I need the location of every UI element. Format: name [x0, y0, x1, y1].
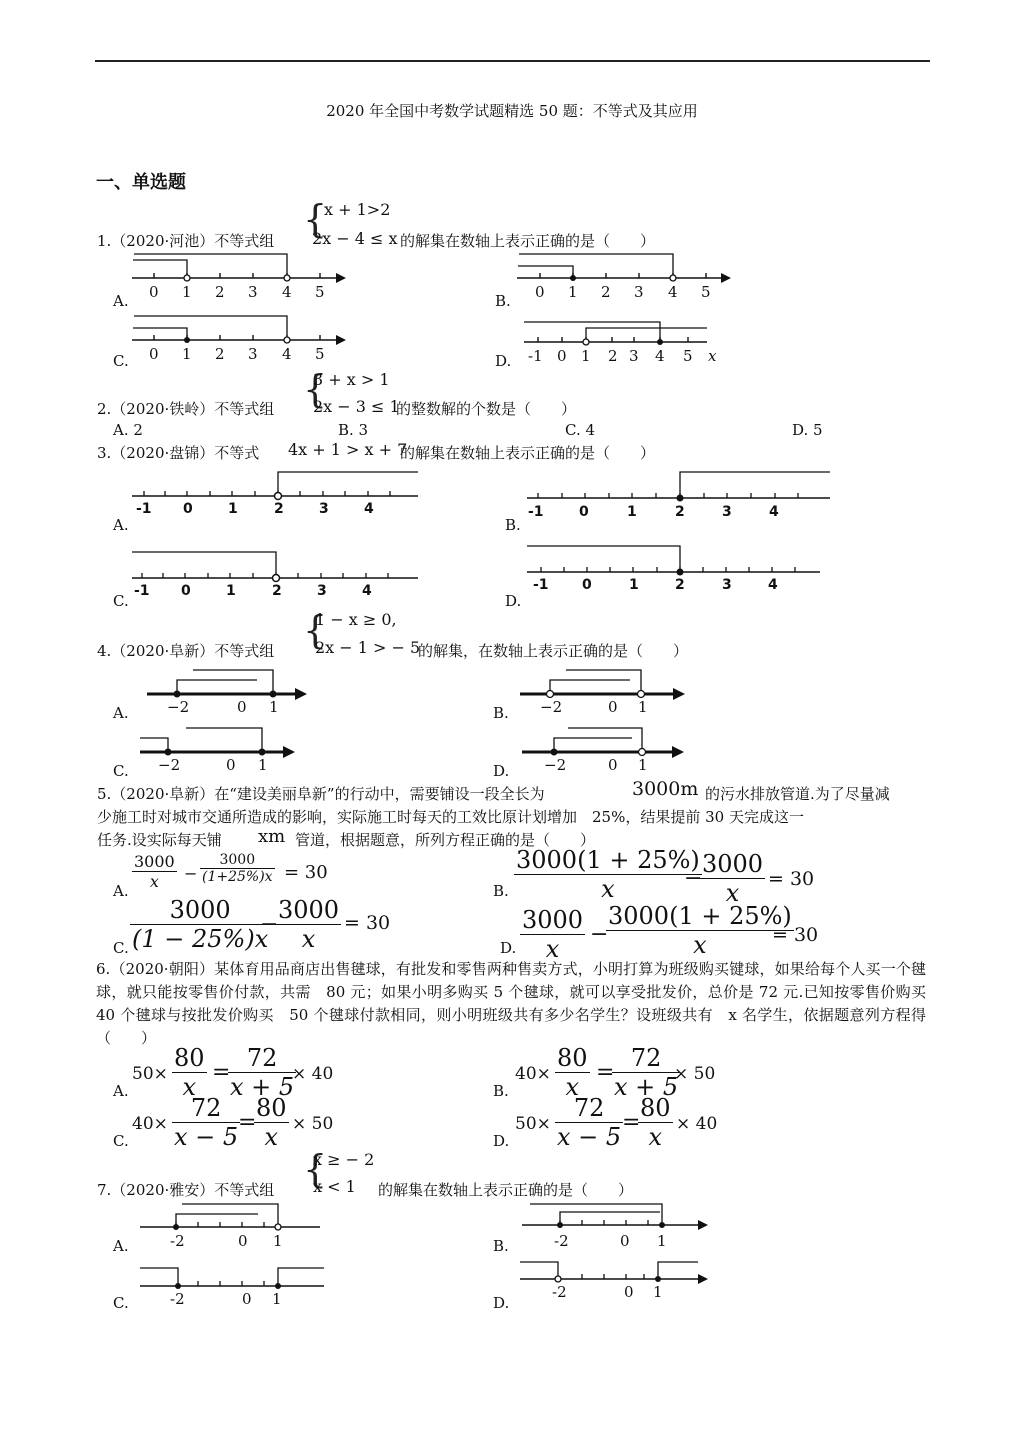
q5-variable: xm — [258, 826, 286, 847]
coefficient: 40× — [515, 1064, 551, 1084]
tick-label: 1 — [627, 504, 637, 520]
tick-label: -2 — [554, 1232, 569, 1250]
tick-label: 4 — [668, 283, 678, 301]
q7-system-line2: x < 1 — [313, 1177, 356, 1196]
tick-label: 2 — [215, 345, 225, 363]
tick-label: 1 — [258, 756, 268, 774]
q2-stem-suffix: 的整数解的个数是（ ） — [396, 400, 577, 418]
q1-option-b[interactable]: B. — [495, 292, 511, 310]
multiplier: × 40 — [676, 1114, 718, 1134]
q1-stem-prefix: 1.（2020·河池）不等式组 — [97, 232, 275, 250]
tick-label: 2 — [274, 501, 284, 517]
coefficient: 50× — [132, 1064, 168, 1084]
q1-stem-suffix: 的解集在数轴上表示正确的是（ ） — [400, 232, 656, 250]
equals-value: = 30 — [284, 862, 328, 883]
q1-numberline-a — [130, 252, 350, 302]
section-heading: 一、单选题 — [96, 172, 186, 193]
q4-stem-prefix: 4.（2020·阜新）不等式组 — [97, 642, 275, 660]
q2-option-b[interactable]: B. 3 — [338, 421, 369, 439]
q5-stem-line1b: 的污水排放管道.为了尽量减 — [705, 785, 890, 803]
fraction: $\frac{3000(1 + 25\%)}{x}$ — [516, 846, 700, 903]
fraction: $\frac{3000}{x}$ — [522, 906, 584, 963]
tick-label: 1 — [638, 698, 648, 716]
tick-label: 1 — [653, 1283, 663, 1301]
fraction: $\frac{3000(1 + 25\%)}{x}$ — [608, 902, 792, 959]
q7-stem-suffix: 的解集在数轴上表示正确的是（ ） — [378, 1181, 634, 1199]
tick-label: 0 — [237, 698, 247, 716]
tick-label: 0 — [608, 756, 618, 774]
fraction: $\frac{3000}{(1 - 25\%)x}$ — [132, 896, 269, 953]
q1-system-line2: 2x − 4 ≤ x — [312, 229, 398, 248]
tick-label: 3 — [634, 283, 644, 301]
q1-numberline-c — [130, 314, 350, 364]
tick-label: 0 — [620, 1232, 630, 1250]
q4-option-b[interactable]: B. — [493, 704, 509, 722]
tick-label: 5 — [701, 283, 711, 301]
tick-label: 1 — [182, 283, 192, 301]
q6-option-d[interactable]: D. — [493, 1132, 510, 1150]
tick-label: -2 — [170, 1232, 185, 1250]
q6-option-a[interactable]: A. — [113, 1082, 129, 1100]
q4-system-line1: 1 − x ≥ 0, — [315, 610, 397, 629]
tick-label: 4 — [282, 283, 292, 301]
fraction: $\frac{3000}{x}$ — [702, 850, 764, 907]
q3-numberline-d — [525, 542, 825, 597]
q1-numberline-d — [522, 318, 732, 368]
tick-label: 0 — [149, 283, 159, 301]
tick-label: −2 — [540, 698, 563, 716]
tick-label: 3 — [722, 504, 732, 520]
q7-system-line1: x ≥ − 2 — [313, 1150, 375, 1169]
equals-value: = 30 — [344, 912, 391, 934]
equals-sign: = — [238, 1110, 257, 1135]
system-brace: { — [303, 367, 328, 411]
q7-numberline-b — [520, 1200, 720, 1255]
fraction: $\frac{3000}{x}$ — [278, 896, 340, 953]
q5-stem-line2: 少施工时对城市交通所造成的影响，实际施工时每天的工效比原计划增加 25%，结果提前 30 天完成这一 — [97, 808, 804, 826]
tick-label: −2 — [167, 698, 190, 716]
q2-option-a[interactable]: A. 2 — [113, 421, 143, 439]
tick-label: 1 — [657, 1232, 667, 1250]
tick-label: 1 — [273, 1232, 283, 1250]
system-brace: { — [303, 608, 328, 652]
equals-sign: = — [622, 1110, 641, 1135]
q7-option-a[interactable]: A. — [113, 1237, 129, 1255]
fraction: $\frac{80}{x}$ — [256, 1094, 287, 1151]
header-rule — [95, 60, 930, 62]
q3-inequality: 4x + 1 > x + 7 — [288, 440, 408, 459]
tick-label: 3 — [722, 577, 732, 593]
fraction: $\frac{72}{x + 5}$ — [230, 1044, 295, 1101]
tick-label: -1 — [528, 347, 543, 365]
q4-numberline-a — [145, 666, 315, 716]
tick-label: 5 — [315, 283, 325, 301]
multiplier: × 40 — [292, 1064, 334, 1084]
tick-label: 2 — [675, 504, 685, 520]
q2-option-c[interactable]: C. 4 — [565, 421, 596, 439]
q4-stem-suffix: 的解集，在数轴上表示正确的是（ ） — [418, 642, 689, 660]
q6-option-b[interactable]: B. — [493, 1082, 509, 1100]
tick-label: 1 — [638, 756, 648, 774]
coefficient: 50× — [515, 1114, 551, 1134]
q3-option-d[interactable]: D. — [505, 592, 522, 610]
equals-sign: = — [596, 1060, 615, 1085]
q5-stem-line1: 5.（2020·阜新）在“建设美丽阜新”的行动中，需要铺设一段全长为 — [97, 785, 545, 803]
fraction: $\frac{3000}{(1+25\%)x}$ — [202, 852, 273, 885]
multiplier: × 50 — [292, 1114, 334, 1134]
q6-option-c[interactable]: C. — [113, 1132, 129, 1150]
tick-label: 2 — [215, 283, 225, 301]
operator: − — [684, 866, 703, 891]
q3-option-c[interactable]: C. — [113, 592, 129, 610]
tick-label: 0 — [181, 583, 191, 599]
q5-stem-line3b: 管道，根据题意，所列方程正确的是（ ） — [295, 831, 596, 849]
tick-label: 4 — [768, 577, 778, 593]
tick-label: 2 — [675, 577, 685, 593]
q7-stem-prefix: 7.（2020·雅安）不等式组 — [97, 1181, 275, 1199]
tick-label: 0 — [535, 283, 545, 301]
fraction: $\frac{80}{x}$ — [640, 1094, 671, 1151]
q2-option-d[interactable]: D. 5 — [792, 421, 823, 439]
q3-option-b[interactable]: B. — [505, 516, 521, 534]
q4-numberline-d — [520, 724, 695, 774]
system-brace: { — [303, 197, 328, 241]
tick-label: -1 — [134, 583, 150, 599]
q4-option-a[interactable]: A. — [113, 704, 129, 722]
tick-label: 0 — [579, 504, 589, 520]
tick-label: -1 — [533, 577, 549, 593]
q3-stem-prefix: 3.（2020·盘锦）不等式 — [97, 444, 260, 462]
tick-label: 0 — [183, 501, 193, 517]
tick-label: 1 — [182, 345, 192, 363]
tick-label: 1 — [226, 583, 236, 599]
q4-system-line2: 2x − 1 > − 5 — [315, 638, 421, 657]
q7-option-c[interactable]: C. — [113, 1294, 129, 1312]
tick-label: -2 — [170, 1290, 185, 1308]
tick-label: 0 — [624, 1283, 634, 1301]
tick-label: 0 — [149, 345, 159, 363]
tick-label: 1 — [629, 577, 639, 593]
multiplier: × 50 — [674, 1064, 716, 1084]
fraction: $\frac{72}{x - 5}$ — [557, 1094, 622, 1151]
tick-label: 4 — [364, 501, 374, 517]
q1-option-d[interactable]: D. — [495, 352, 512, 370]
tick-label: 1 — [228, 501, 238, 517]
tick-label: 3 — [248, 283, 258, 301]
tick-label: 4 — [282, 345, 292, 363]
operator: − — [184, 864, 198, 883]
tick-label: 3 — [319, 501, 329, 517]
q7-numberline-a — [138, 1200, 328, 1255]
q3-option-a[interactable]: A. — [113, 516, 129, 534]
q1-option-c[interactable]: C. — [113, 352, 129, 370]
tick-label: 3 — [629, 347, 639, 365]
q4-numberline-c — [138, 724, 303, 774]
tick-label: -1 — [528, 504, 544, 520]
tick-label: 2 — [608, 347, 618, 365]
tick-label: 2 — [601, 283, 611, 301]
q2-system-line1: 3 + x > 1 — [313, 370, 390, 389]
q1-system-line1: x + 1>2 — [324, 200, 391, 219]
tick-label: 3 — [317, 583, 327, 599]
tick-label: 5 — [683, 347, 693, 365]
q5-option-a[interactable]: A. — [113, 882, 129, 900]
tick-label: 1 — [581, 347, 591, 365]
tick-label: 0 — [226, 756, 236, 774]
tick-label: −2 — [544, 756, 567, 774]
tick-label: 0 — [582, 577, 592, 593]
fraction: $\frac{72}{x - 5}$ — [174, 1094, 239, 1151]
q4-option-d[interactable]: D. — [493, 762, 510, 780]
tick-label: 3 — [248, 345, 258, 363]
operator: − — [590, 922, 609, 947]
axis-label: x — [708, 347, 717, 365]
q5-stem-line3a: 任务.设实际每天铺 — [97, 831, 222, 849]
q7-option-b[interactable]: B. — [493, 1237, 509, 1255]
operator: − — [260, 912, 279, 937]
equals-value: = 30 — [772, 924, 819, 946]
q5-option-b[interactable]: B. — [493, 882, 509, 900]
q4-numberline-b — [518, 666, 693, 716]
q4-option-c[interactable]: C. — [113, 762, 129, 780]
tick-label: 0 — [557, 347, 567, 365]
q3-stem-suffix: 的解集在数轴上表示正确的是（ ） — [400, 444, 656, 462]
q7-numberline-d — [518, 1254, 718, 1309]
q1-numberline-b — [515, 252, 735, 302]
q2-stem-prefix: 2.（2020·铁岭）不等式组 — [97, 400, 275, 418]
tick-label: 1 — [269, 698, 279, 716]
tick-label: 1 — [272, 1290, 282, 1308]
fraction: $\frac{80}{x}$ — [557, 1044, 588, 1101]
tick-label: 4 — [769, 504, 779, 520]
q3-numberline-b — [525, 468, 835, 523]
fraction: $\frac{72}{x + 5}$ — [614, 1044, 679, 1101]
page-title: 2020 年全国中考数学试题精选 50 题：不等式及其应用 — [326, 102, 698, 120]
tick-label: 5 — [315, 345, 325, 363]
q2-system-line2: 2x − 3 ≤ 1 — [313, 397, 400, 416]
q1-option-a[interactable]: A. — [113, 292, 129, 310]
tick-label: -2 — [552, 1283, 567, 1301]
tick-label: 4 — [362, 583, 372, 599]
q6-stem: 6.（2020·朝阳）某体育用品商店出售毽球，有批发和零售两种售卖方式，小明打算为班级购买键球，如果给每个人买一个毽球，就只能按零售价付款，共需 80 元；如果小明多购买 5 个毽球，就可以享受批发价，总价是 72 元.已知按零售价购买 40 个毽球与按批发价购买 50 个毽球付款相同，则小明班级共有多少名学生？设班级共有 x 名学生，依据题意列方程得（ ） — [96, 960, 926, 1047]
q3-numberline-c — [130, 548, 420, 603]
tick-label: -1 — [136, 501, 152, 517]
system-brace: { — [303, 1147, 328, 1191]
q7-numberline-c — [138, 1258, 333, 1313]
tick-label: 1 — [568, 283, 578, 301]
tick-label: 2 — [272, 583, 282, 599]
tick-label: 0 — [242, 1290, 252, 1308]
coefficient: 40× — [132, 1114, 168, 1134]
equals-value: = 30 — [768, 868, 815, 890]
q7-option-d[interactable]: D. — [493, 1294, 510, 1312]
equals-sign: = — [212, 1060, 231, 1085]
tick-label: 4 — [655, 347, 665, 365]
q5-option-d[interactable]: D. — [500, 939, 517, 957]
fraction: $\frac{80}{x}$ — [174, 1044, 205, 1101]
q5-option-c[interactable]: C. — [113, 939, 129, 957]
q5-length: 3000m — [632, 778, 699, 800]
fraction: $\frac{3000}{x}$ — [134, 852, 175, 891]
tick-label: 0 — [238, 1232, 248, 1250]
tick-label: −2 — [158, 756, 181, 774]
q3-numberline-a — [130, 468, 420, 523]
tick-label: 0 — [608, 698, 618, 716]
